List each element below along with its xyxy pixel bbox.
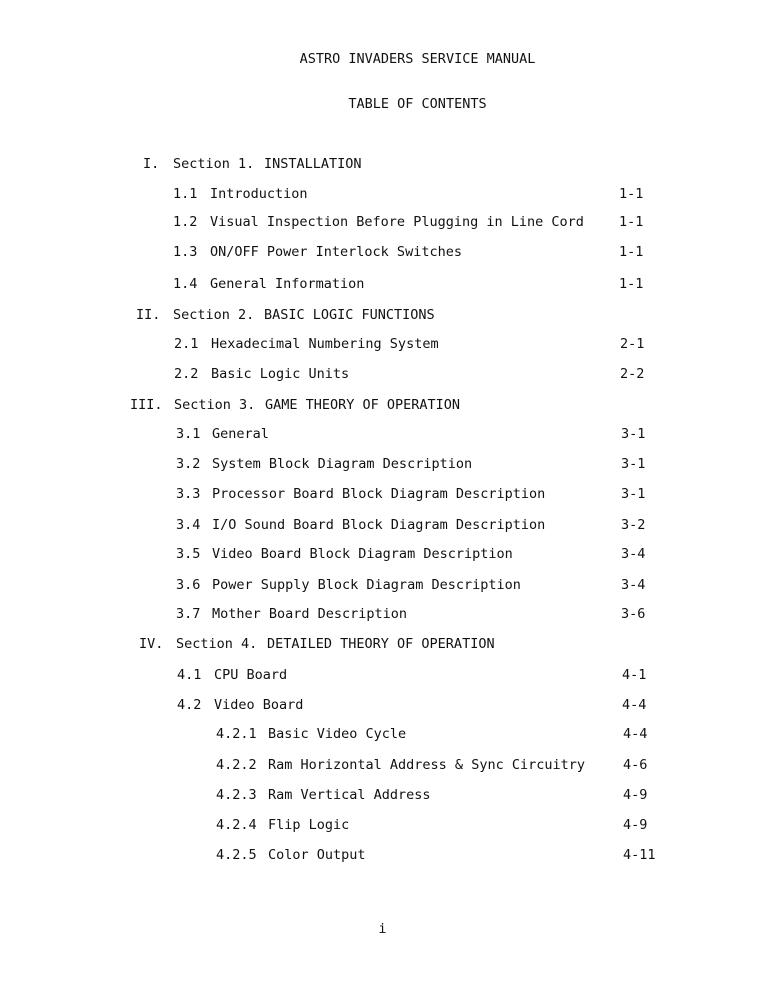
entry-page: 3-2 [621,517,646,533]
section-title: GAME THEORY OF OPERATION [265,397,461,413]
entry-number: 1.2 [173,214,198,230]
section-title: DETAILED THEORY OF OPERATION [267,636,495,652]
entry-title: Processor Board Block Diagram Description [212,486,546,502]
entry-number: 4.2 [177,697,202,713]
entry-page: 3-1 [621,456,646,472]
entry-number: 3.7 [176,606,201,622]
entry-title: Color Output [268,847,366,863]
entry-page: 3-1 [621,426,646,442]
entry-page: 4-11 [623,847,656,863]
entry-title: System Block Diagram Description [212,456,473,472]
entry-number: 3.3 [176,486,201,502]
toc-entry [0,667,765,685]
page-number: i [378,921,387,937]
entry-page: 4-6 [623,757,648,773]
entry-title: Introduction [210,186,308,202]
entry-number: 3.6 [176,577,201,593]
toc-subentry [0,757,765,775]
toc-section-2 [0,307,765,325]
entry-number: 3.4 [176,517,201,533]
entry-number: 1.3 [173,244,198,260]
entry-page: 2-2 [620,366,645,382]
entry-title: CPU Board [214,667,288,683]
entry-number: 3.5 [176,546,201,562]
section-label: Section 4. [176,636,258,652]
entry-title: General [212,426,269,442]
entry-title: I/O Sound Board Block Diagram Description [212,517,546,533]
entry-title: Visual Inspection Before Plugging in Line Cord [210,214,584,230]
entry-number: 3.2 [176,456,201,472]
entry-number: 4.2.5 [216,847,257,863]
toc-entry [0,517,765,535]
entry-number: 1.1 [173,186,198,202]
entry-page: 4-1 [622,667,647,683]
entry-page: 1-1 [619,214,644,230]
entry-title: Ram Horizontal Address & Sync Circuitry [268,757,585,773]
toc-section-1 [0,156,765,174]
entry-page: 1-1 [619,186,644,202]
entry-title: Power Supply Block Diagram Description [212,577,521,593]
section-title: INSTALLATION [264,156,362,172]
toc-entry [0,214,765,232]
entry-page: 4-9 [623,817,648,833]
entry-page: 3-4 [621,546,646,562]
entry-page: 4-9 [623,787,648,803]
entry-title: Flip Logic [268,817,350,833]
entry-page: 4-4 [622,697,647,713]
entry-number: 3.1 [176,426,201,442]
entry-title: Video Board [214,697,304,713]
entry-number: 4.1 [177,667,202,683]
entry-number: 2.2 [174,366,199,382]
toc-heading: TABLE OF CONTENTS [348,96,487,112]
entry-page: 1-1 [619,244,644,260]
entry-number: 4.2.3 [216,787,257,803]
entry-page: 4-4 [623,726,648,742]
section-roman: II. [136,307,161,323]
entry-title: General Information [210,276,365,292]
toc-section-3 [0,397,765,415]
section-label: Section 1. [173,156,255,172]
entry-page: 1-1 [619,276,644,292]
toc-entry [0,366,765,384]
entry-page: 3-6 [621,606,646,622]
toc-entry [0,456,765,474]
entry-number: 4.2.1 [216,726,257,742]
entry-page: 3-4 [621,577,646,593]
toc-subentry [0,817,765,835]
entry-title: Mother Board Description [212,606,408,622]
toc-entry [0,697,765,715]
entry-page: 2-1 [620,336,645,352]
toc-entry [0,186,765,204]
toc-section-4 [0,636,765,654]
toc-subentry [0,726,765,744]
entry-title: Ram Vertical Address [268,787,431,803]
entry-title: Basic Logic Units [211,366,350,382]
toc-entry [0,244,765,262]
toc-entry [0,577,765,595]
document-title: ASTRO INVADERS SERVICE MANUAL [299,51,536,67]
toc-entry [0,426,765,444]
toc-entry [0,606,765,624]
section-roman: I. [143,156,160,172]
toc-entry [0,546,765,564]
section-roman: IV. [139,636,164,652]
toc-entry [0,486,765,504]
toc-entry [0,336,765,354]
entry-title: ON/OFF Power Interlock Switches [210,244,462,260]
entry-title: Basic Video Cycle [268,726,407,742]
section-label: Section 3. [174,397,256,413]
section-title: BASIC LOGIC FUNCTIONS [264,307,435,323]
section-label: Section 2. [173,307,255,323]
toc-subentry [0,787,765,805]
entry-number: 2.1 [174,336,199,352]
section-roman: III. [130,397,163,413]
entry-title: Hexadecimal Numbering System [211,336,439,352]
entry-number: 4.2.2 [216,757,257,773]
entry-page: 3-1 [621,486,646,502]
entry-number: 1.4 [173,276,198,292]
entry-number: 4.2.4 [216,817,257,833]
toc-entry [0,276,765,294]
entry-title: Video Board Block Diagram Description [212,546,513,562]
toc-subentry [0,847,765,865]
